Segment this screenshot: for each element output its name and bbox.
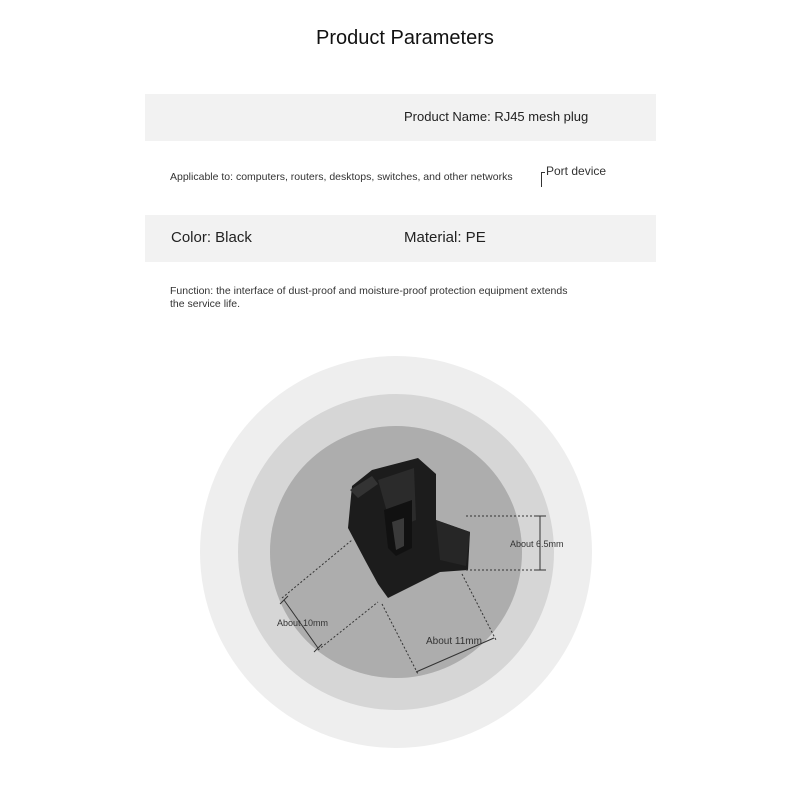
material-text: Material: PE [404, 229, 486, 246]
product-name-text: Product Name: RJ45 mesh plug [404, 109, 589, 124]
function-text: Function: the interface of dust-proof and moisture-proof protection equipment extends the service life. [170, 285, 568, 310]
length-label: About 11mm [426, 636, 482, 647]
port-device-label: Port device [546, 164, 607, 178]
width-label: About 10mm [277, 618, 329, 628]
color-text: Color: Black [171, 229, 252, 246]
page-title: Product Parameters [316, 27, 494, 49]
applicable-text: Applicable to: computers, routers, desktops, switches, and other networks [170, 171, 513, 183]
height-label: About 6.5mm [510, 539, 564, 549]
